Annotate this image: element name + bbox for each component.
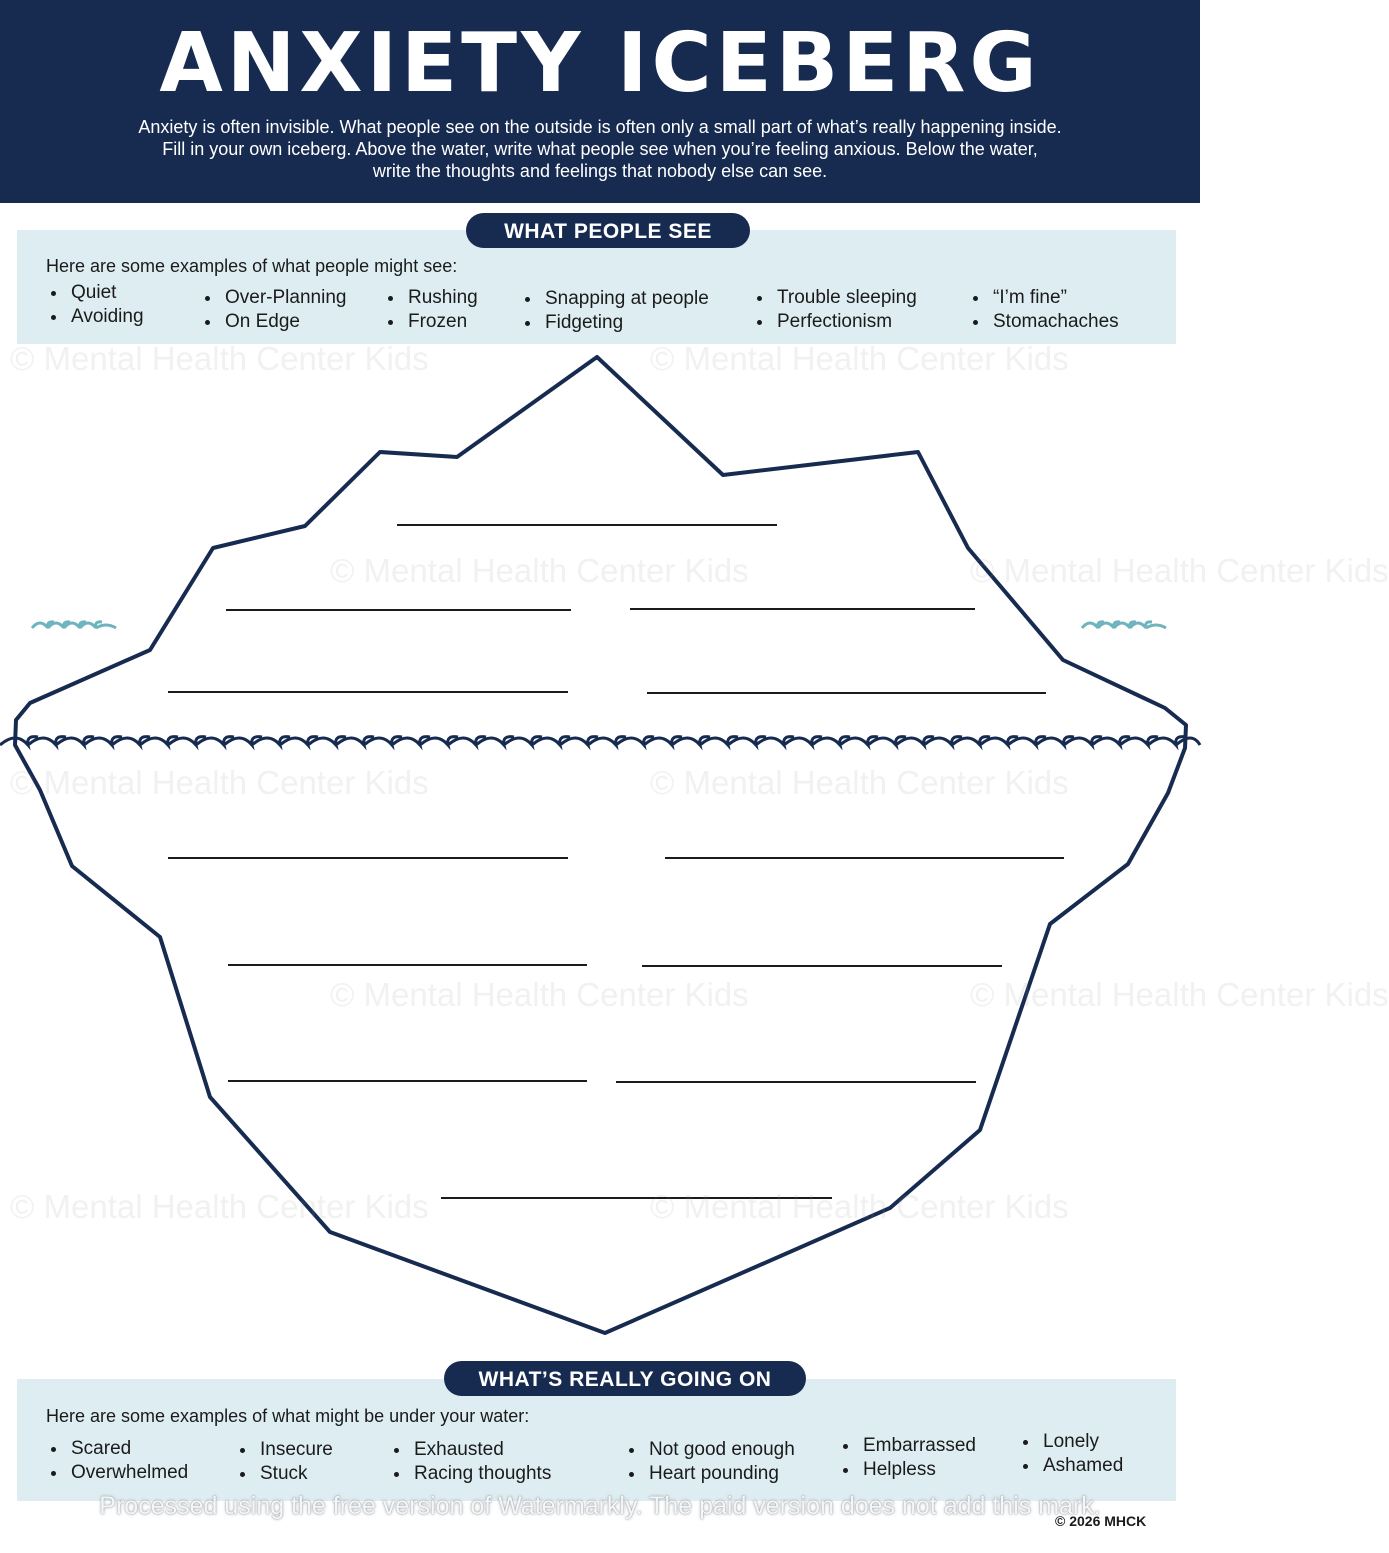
bottom-example-column-1 [46,1437,188,1485]
top-examples-intro: Here are some examples of what people might see: [46,256,458,276]
bottom-example-column-5 [838,1434,976,1482]
list-item: Not good enough [624,1438,795,1462]
watermark: © Mental Health Center Kids [970,552,1389,589]
wave-icon-right [1082,622,1166,628]
list-item: Stomachaches [968,310,1119,334]
list-item: Trouble sleeping [752,286,917,310]
list-item: Perfectionism [752,310,917,334]
list-item: Insecure [235,1438,333,1462]
watermark: © Mental Health Center Kids [10,1188,429,1225]
watermark: © Mental Health Center Kids [330,552,749,589]
watermark: © Mental Health Center Kids [650,764,1069,801]
watermark: © Mental Health Center Kids [330,976,749,1013]
list-item: Rushing [383,286,478,310]
list-item: Over-Planning [200,286,346,310]
page-title: ANXIETY ICEBERG [159,16,1041,111]
watermark: © Mental Health Center Kids [970,976,1389,1013]
list-item: Embarrassed [838,1434,976,1458]
list-item: Racing thoughts [389,1462,551,1486]
processing-watermark-note: Processed using the free version of Watermarkly. The paid version does not add this mark. [99,1492,1101,1520]
intro-line-1: Anxiety is often invisible. What people see on the outside is often only a small part of what’s really happening inside. [138,117,1062,137]
watermark: © Mental Health Center Kids [10,340,429,377]
list-item: Ashamed [1018,1454,1123,1478]
bottom-example-column-2 [235,1438,333,1486]
list-item: Avoiding [46,305,144,329]
water-line [0,737,1200,745]
list-item: On Edge [200,310,346,334]
whats-really-going-on-box [17,1379,1176,1501]
list-item: Snapping at people [520,287,709,311]
watermark: © Mental Health Center Kids [650,340,1069,377]
list-item: “I’m fine” [968,286,1119,310]
what-people-see-pill: WHAT PEOPLE SEE [466,213,750,248]
list-item: Quiet [46,281,144,305]
bottom-example-column-3 [389,1438,551,1486]
list-item: Overwhelmed [46,1461,188,1485]
list-item: Stuck [235,1462,333,1486]
bottom-example-column-4 [624,1438,795,1486]
watermark: © Mental Health Center Kids [650,1188,1069,1225]
wave-icon-left [32,622,116,628]
bottom-example-column-6 [1018,1430,1123,1478]
iceberg-outline [15,357,1186,1333]
list-item: Heart pounding [624,1462,795,1486]
watermark: © Mental Health Center Kids [10,764,429,801]
list-item: Frozen [383,310,478,334]
intro-line-3: write the thoughts and feelings that nobody else can see. [372,161,828,181]
copyright-text: © 2026 MHCK [1055,1513,1147,1529]
intro-line-2: Fill in your own iceberg. Above the water, write what people see when you’re feeling anxious. Below the water, [162,139,1038,159]
list-item: Helpless [838,1458,976,1482]
list-item: Scared [46,1437,188,1461]
list-item: Exhausted [389,1438,551,1462]
bottom-examples-intro: Here are some examples of what might be under your water: [46,1406,530,1426]
writing-lines [168,525,1064,1198]
list-item: Lonely [1018,1430,1123,1454]
list-item: Fidgeting [520,311,709,335]
whats-really-going-on-pill: WHAT’S REALLY GOING ON [444,1361,806,1396]
